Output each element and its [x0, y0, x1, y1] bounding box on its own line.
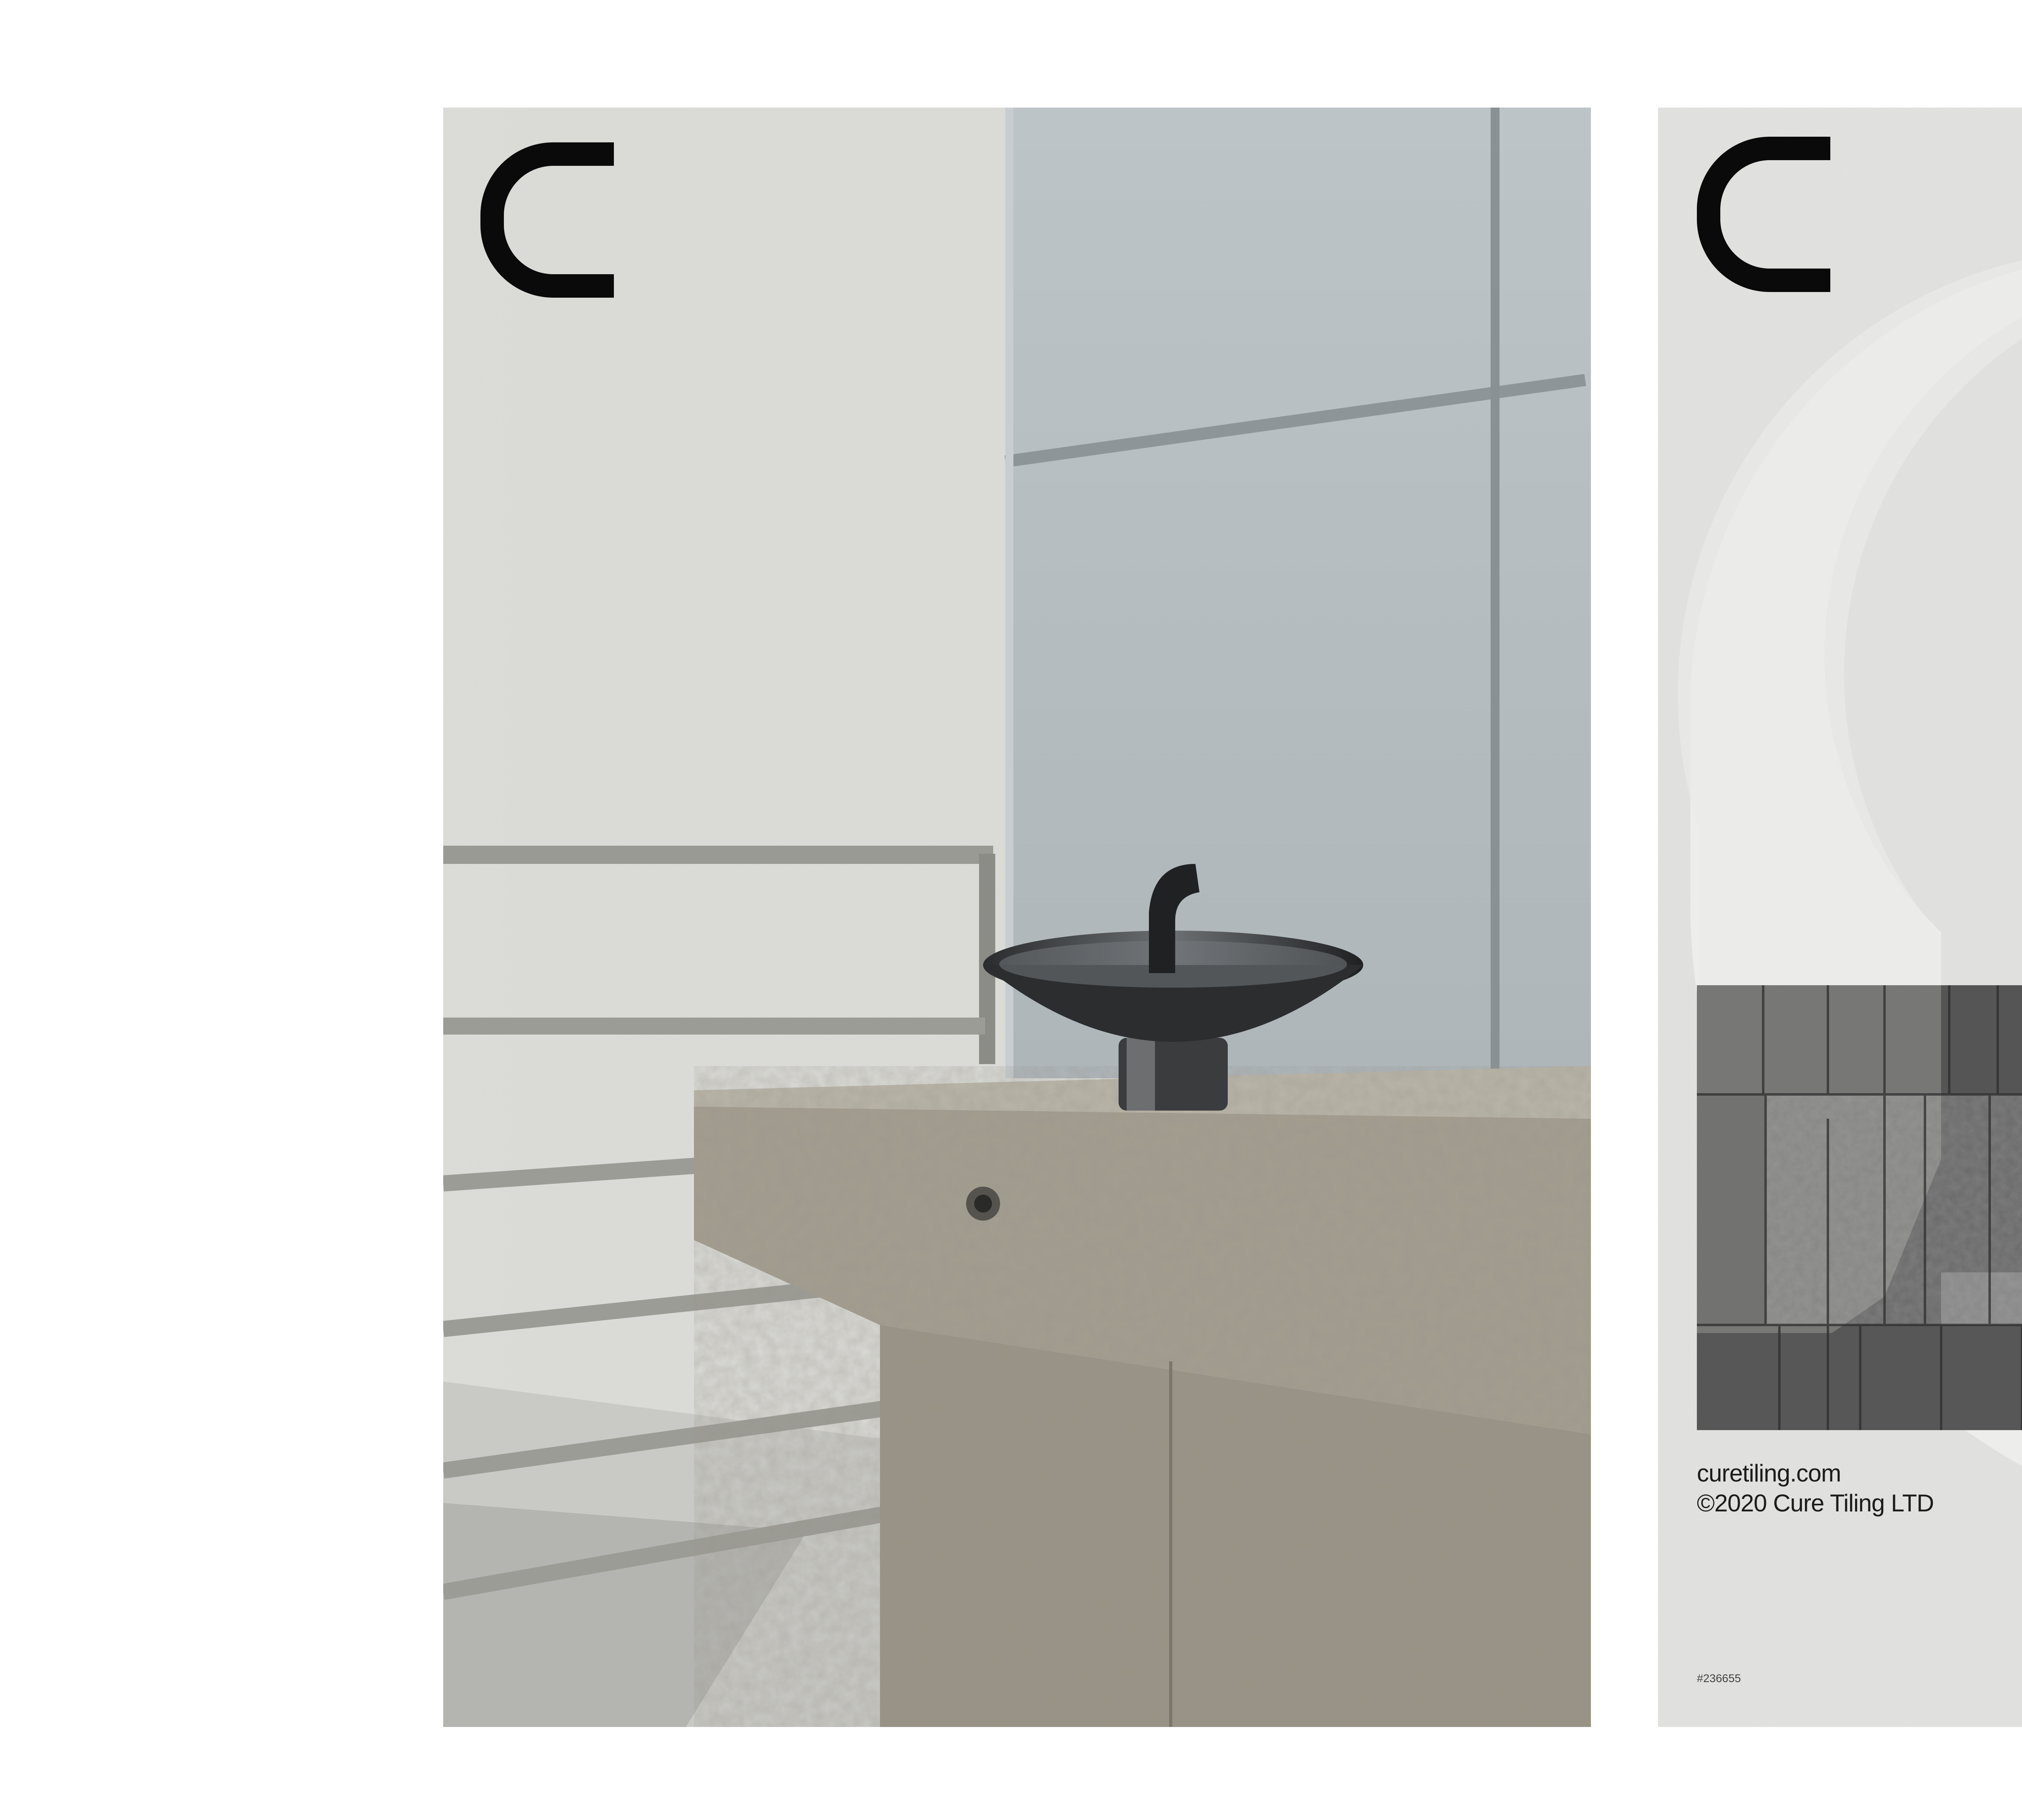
c-monogram-icon — [1697, 137, 1830, 292]
right-info-page — [1658, 108, 2022, 1727]
left-poster-page — [443, 108, 1591, 1727]
document-code: #236655 — [1697, 1672, 1741, 1685]
website-link[interactable]: curetiling.com — [1697, 1460, 1841, 1487]
tile-sample-photo — [1697, 985, 2022, 1430]
fountain-photo — [443, 108, 1591, 1727]
c-monogram-icon — [480, 142, 614, 298]
copyright-text: ©2020 Cure Tiling LTD — [1697, 1490, 1934, 1517]
